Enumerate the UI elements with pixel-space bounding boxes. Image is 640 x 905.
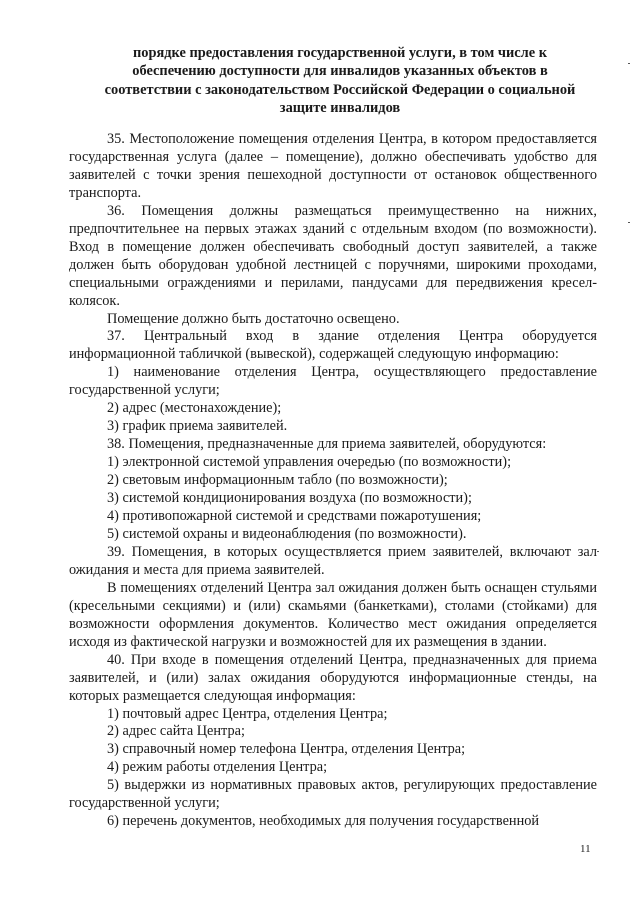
- list-item: 2) адрес сайта Центра;: [107, 723, 245, 740]
- paragraph-lighting: Помещение должно быть достаточно освещено.: [107, 310, 400, 327]
- list-item: 1) электронной системой управления очередью (по возможности);: [107, 454, 512, 471]
- paragraph-38: 38. Помещения, предназначенные для приема заявителей, оборудуются:: [107, 436, 547, 453]
- paragraph-36: 36. Помещения должны размещаться преимущественно на нижних, предпочтительнее на первых этажах зданий с отдельным входом (по возможности). Вход в помещение должен обеспечивать свободный доступ заявителей, а также должен быть оборудован удобной лестницей с поручнями, широкими проходами, специальными ограждениями и перилами, пандусами для передвижения кресел-колясок.: [69, 202, 597, 309]
- list-item: 4) режим работы отделения Центра;: [107, 759, 328, 776]
- list-item: 2) световым информационным табло (по возможности);: [107, 472, 448, 489]
- list-item: 1) почтовый адрес Центра, отделения Центра;: [107, 705, 388, 722]
- list-item: 2) адрес (местонахождение);: [107, 400, 282, 417]
- scan-speck: [628, 63, 630, 64]
- list-item: 3) график приема заявителей.: [107, 418, 288, 435]
- paragraph-waiting-hall: В помещениях отделений Центра зал ожидания должен быть оснащен стульями (кресельными секциями) и (или) скамьями (банкетками), столами (стойками) для возможности оформления документов. Количество мест ожидания определяется исходя из фактической нагрузки и возможностей для их размещения в здании.: [69, 579, 597, 650]
- scan-speck: [597, 551, 599, 552]
- list-item: 1) наименование отделения Центра, осуществляющего предоставление государственной услуги;: [69, 364, 597, 399]
- document-body: [69, 131, 597, 831]
- page-number: 11: [580, 843, 591, 855]
- paragraph-37: 37. Центральный вход в здание отделения Центра оборудуется информационной табличкой (вывеской), содержащей следующую информацию:: [69, 328, 597, 363]
- paragraph-35: 35. Местоположение помещения отделения Центра, в котором предоставляется государственная услуга (далее – помещение), должно обеспечивать удобство для заявителей с точки зрения пешеходной доступности от остановок общественного транспорта.: [69, 131, 597, 201]
- paragraph-40: 40. При входе в помещения отделений Центра, предназначенных для приема заявителей, и (или) залах ожидания оборудуются информационные стенды, на которых размещается следующая информация:: [69, 651, 597, 704]
- list-item: 6) перечень документов, необходимых для получения государственной: [107, 813, 540, 830]
- paragraph-39: 39. Помещения, в которых осуществляется прием заявителей, включают зал ожидания и места для приема заявителей.: [69, 543, 597, 578]
- section-heading: порядке предоставления государственной услуги, в том числе к обеспечению доступности для инвалидов указанных объектов в соответствии с законодательством Российской Федерации о социальной защите инвалидов: [104, 45, 576, 116]
- list-item: 5) выдержки из нормативных правовых актов, регулирующих предоставление государственной услуги;: [69, 777, 597, 812]
- list-item: 5) системой охраны и видеонаблюдения (по возможности).: [107, 525, 467, 542]
- list-item: 3) системой кондиционирования воздуха (по возможности);: [107, 490, 472, 507]
- scan-speck: [628, 222, 630, 223]
- list-item: 3) справочный номер телефона Центра, отделения Центра;: [107, 741, 466, 758]
- list-item: 4) противопожарной системой и средствами пожаротушения;: [107, 508, 482, 525]
